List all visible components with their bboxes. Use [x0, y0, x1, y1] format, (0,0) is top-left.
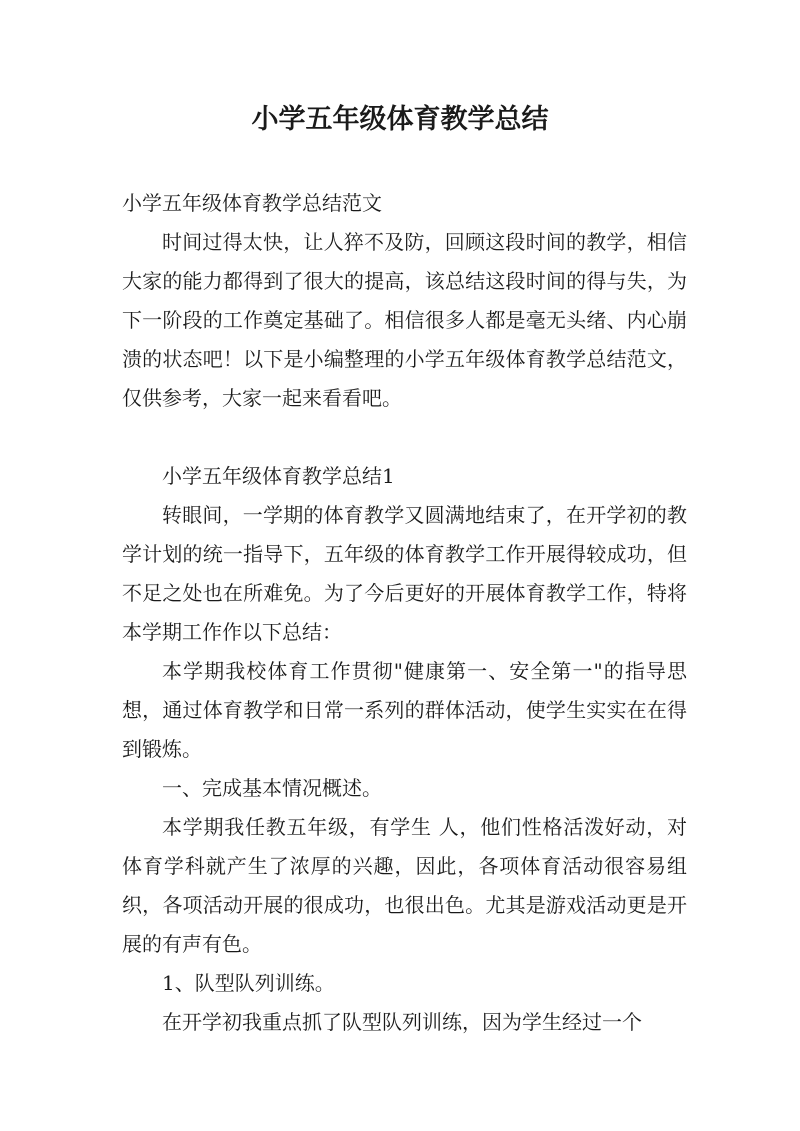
document-title: 小学五年级体育教学总结 [251, 104, 549, 135]
intro-label: 小学五年级体育教学总结范文 [122, 191, 382, 215]
document-body [122, 184, 687, 1042]
body-paragraph: 转眼间，一学期的体育教学又圆满地结束了，在开学初的教学计划的统一指导下，五年级的体育教学工作开展得较成功，但不足之处也在所难免。为了今后更好的开展体育教学工作，特将本学期工作作以下总结： [122, 503, 687, 644]
subsection-heading: 一、完成基本情况概述。 [162, 776, 382, 800]
body-paragraph: 本学期我校体育工作贯彻"健康第一、安全第一"的指导思想，通过体育教学和日常一系列的群体活动，使学生实实在在得到锻炼。 [122, 659, 687, 761]
body-paragraph: 本学期我任教五年级，有学生 人，他们性格活泼好动，对体育学科就产生了浓厚的兴趣，因此，各项体育活动很容易组织，各项活动开展的很成功，也很出色。尤其是游戏活动更是开展的有声有色。 [122, 815, 687, 956]
paragraph-spacer [122, 418, 687, 457]
subsection-heading: 1、队型队列训练。 [162, 971, 335, 995]
intro-paragraph: 时间过得太快，让人猝不及防，回顾这段时间的教学，相信大家的能力都得到了很大的提高，该总结这段时间的得与失，为下一阶段的工作奠定基础了。相信很多人都是毫无头绪、内心崩溃的状态吧！以下是小编整理的小学五年级体育教学总结范文，仅供参考，大家一起来看看吧。 [122, 230, 687, 410]
section-heading: 小学五年级体育教学总结1 [162, 464, 395, 488]
body-paragraph: 在开学初我重点抓了队型队列训练，因为学生经过一个 [162, 1010, 642, 1034]
